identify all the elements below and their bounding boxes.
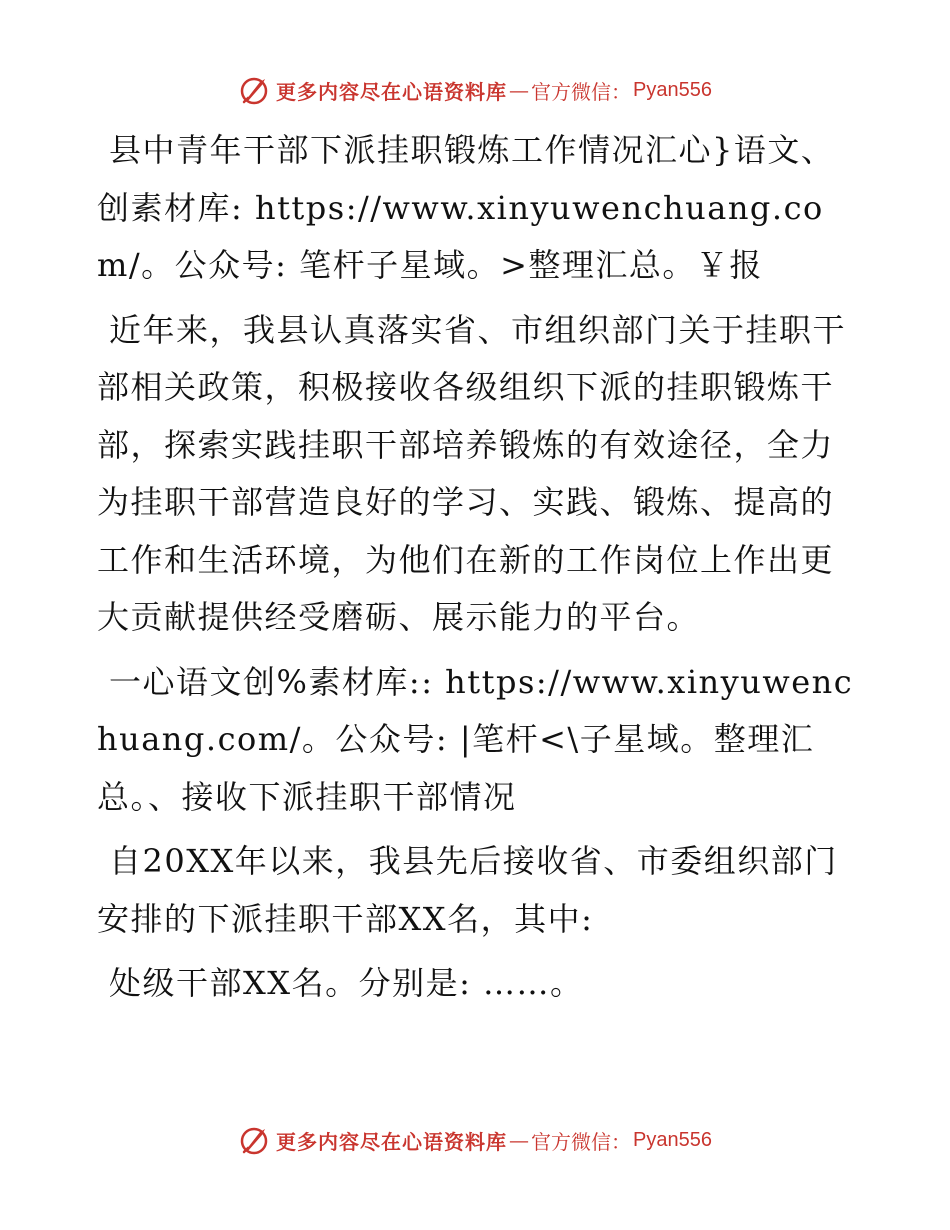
paragraph-intro <box>97 302 857 647</box>
paragraph-text: 近年来，我县认真落实省、市组织部门关于挂职干部相关政策，积极接收各级组织下派的挂职锻炼干部，探索实践挂职干部培养锻炼的有效途径，全力为挂职干部营造良好的学习、实践、锻炼、提高的工作和生活环境，为他们在新的工作岗位上作出更大贡献提供经受磨砺、展示能力的平台。 <box>97 310 847 636</box>
paragraph-reception <box>97 833 857 948</box>
document-body <box>97 122 857 1020</box>
banner-dash: — <box>509 78 530 102</box>
paragraph-text: 处级干部XX名。分别是: ……。 <box>109 964 584 1002</box>
paragraph-section-heading <box>97 654 857 827</box>
banner-wechat-label: 官方微信： <box>531 1129 632 1154</box>
header-banner <box>0 70 950 110</box>
paragraph-cadres <box>97 955 857 1013</box>
banner-wechat-id: Pyan556 <box>633 1128 712 1151</box>
paragraph-text: 自20XX年以来，我县先后接收省、市委组织部门安排的下派挂职干部XX名，其中: <box>97 842 838 938</box>
quill-logo-icon <box>238 74 270 106</box>
banner-dash: — <box>509 1128 530 1152</box>
footer-banner <box>0 1120 950 1160</box>
quill-logo-icon <box>238 1124 270 1156</box>
paragraph-text: 县中青年干部下派挂职锻炼工作情况汇心}语文、创素材库: https://www.xinyuwenchuang.com/。公众号: 笔杆子星域。>整理汇总。￥报 <box>97 131 835 284</box>
paragraph-text: 一心语文创%素材库:: https://www.xinyuwenchuang.com/。公众号: |笔杆<\子星域。整理汇总。、接收下派挂职干部情况 <box>97 662 854 816</box>
paragraph-title <box>97 122 857 295</box>
banner-site-text: 更多内容尽在心语资料库 <box>276 79 508 104</box>
banner-site-text: 更多内容尽在心语资料库 <box>276 1129 508 1154</box>
banner-wechat-id: Pyan556 <box>633 78 712 101</box>
banner-wechat-label: 官方微信： <box>531 79 632 104</box>
